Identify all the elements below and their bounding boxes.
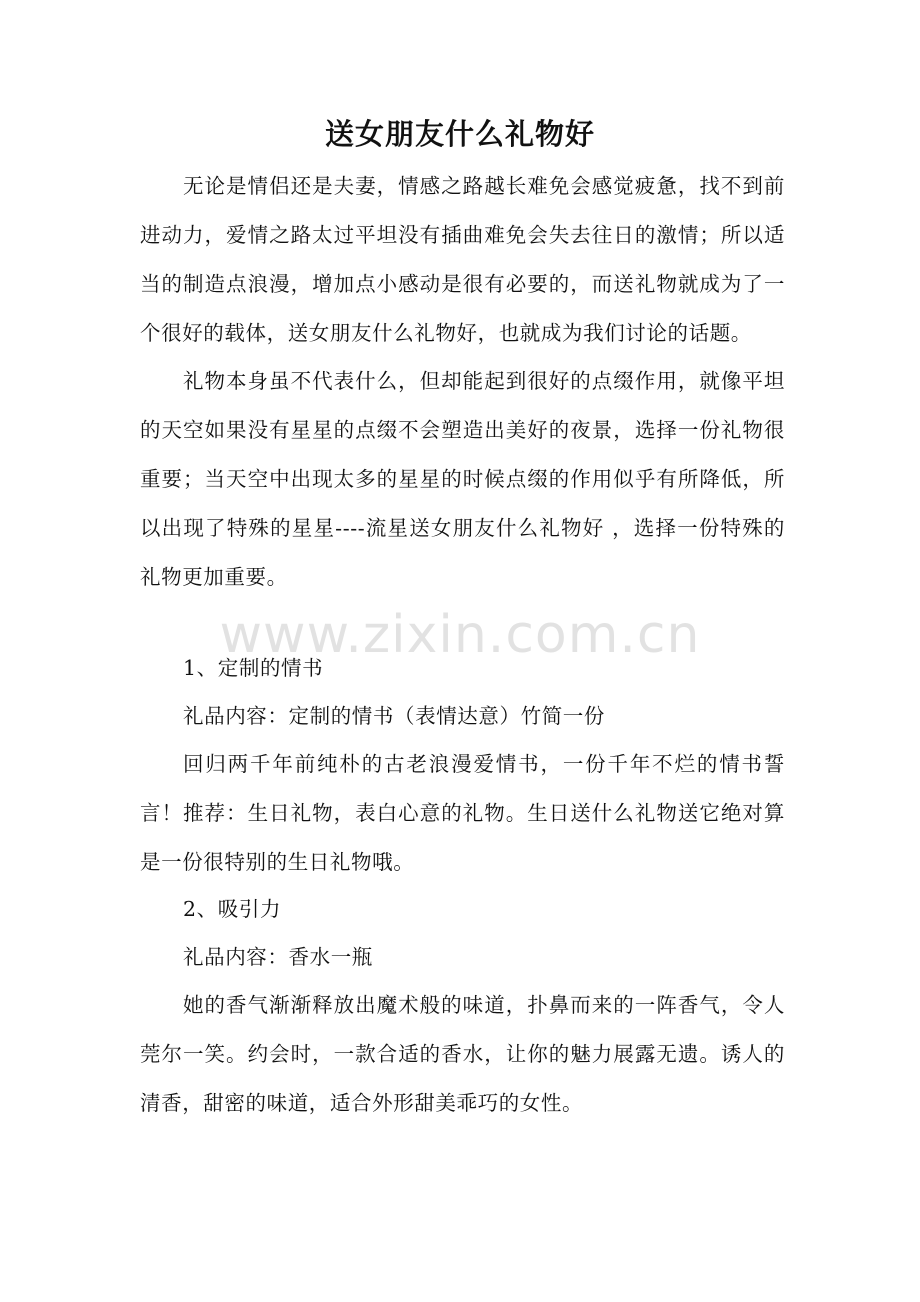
second-paragraph: 礼物本身虽不代表什么，但却能起到很好的点缀作用，就像平坦的天空如果没有星星的点缀不会塑造出美好的夜景，选择一份礼物很重要；当天空中出现太多的星星的时候点缀的作用似乎有所降低，所以出现了特殊的星星----流星送女朋友什么礼物好 ，选择一份特殊的礼物更加重要。: [140, 369, 785, 589]
intro-paragraph: 无论是情侣还是夫妻，情感之路越长难免会感觉疲惫，找不到前进动力，爱情之路太过平坦没有插曲难免会失去往日的激情；所以适当的制造点浪漫，增加点小感动是很有必要的，而送礼物就成为了一个很好的载体，送女朋友什么礼物好，也就成为我们讨论的话题。: [140, 174, 785, 345]
section-content-1: 礼品内容：定制的情书（表情达意）竹简一份: [183, 704, 605, 728]
section-description-2: 她的香气渐渐释放出魔术般的味道，扑鼻而来的一阵香气，令人莞尔一笑。约会时，一款合适的香水，让你的魅力展露无遗。诱人的清香，甜密的味道，适合外形甜美乖巧的女性。: [140, 993, 785, 1115]
section-description-1: 回归两千年前纯朴的古老浪漫爱情书，一份千年不烂的情书誓言！推荐：生日礼物，表白心意的礼物。生日送什么礼物送它绝对算是一份很特别的生日礼物哦。: [140, 752, 785, 874]
section-heading-2: 2、吸引力: [183, 897, 282, 921]
document-title: 送女朋友什么礼物好: [324, 117, 595, 151]
section-heading-1: 1、定制的情书: [183, 656, 324, 680]
section-content-2: 礼品内容：香水一瓶: [183, 945, 373, 969]
watermark: www.zixin.com.cn: [219, 605, 701, 665]
